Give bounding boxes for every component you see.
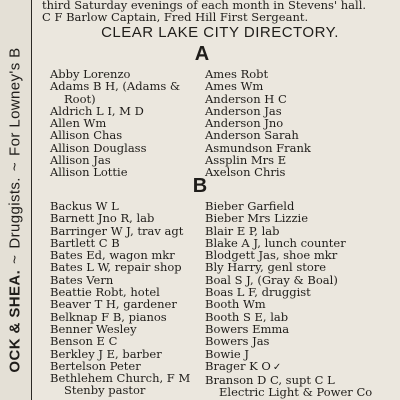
list-item: Berkley J E, barber xyxy=(50,346,162,361)
list-item: Allison Chas xyxy=(50,128,123,143)
list-item: Bly Harry, genl store xyxy=(205,260,327,275)
list-item: Barringer W J, trav agt xyxy=(50,223,184,238)
entry-name: Brager K O xyxy=(205,358,271,373)
list-item: Anderson Jas xyxy=(205,103,282,118)
list-item: Beattie Robt, hotel xyxy=(50,285,160,300)
list-item: Anderson Jno xyxy=(205,116,284,131)
list-item: Axelson Chris xyxy=(205,165,286,180)
list-item: Bates L W, repair shop xyxy=(50,260,182,275)
list-item: Belknap F B, pianos xyxy=(50,309,167,324)
list-item: Stenby pastor xyxy=(64,383,146,398)
check-mark-icon: ✓ xyxy=(272,361,282,373)
list-item: Bates Vern xyxy=(50,272,114,287)
list-item: Ames Wm xyxy=(205,79,264,94)
list-item: Assplin Mrs E xyxy=(205,153,287,168)
ad-separator: ~ xyxy=(6,254,24,264)
list-item: Ames Robt xyxy=(205,67,269,81)
list-item: Boas L F, druggist xyxy=(205,285,311,300)
list-item: Bowers Emma xyxy=(205,321,290,336)
list-item: Bates Ed, wagon mkr xyxy=(50,248,175,263)
list-item: Backus W L xyxy=(50,199,119,213)
list-item: Beaver T H, gardener xyxy=(50,297,177,312)
list-item: Asmundson Frank xyxy=(205,140,311,155)
list-item: Blake A J, lunch counter xyxy=(205,235,346,250)
list-item: Branson D C, supt C L xyxy=(205,373,335,388)
list-item: Bieber Mrs Lizzie xyxy=(205,211,309,226)
list-item: Benson E C xyxy=(50,334,118,349)
list-item: Benner Wesley xyxy=(50,321,137,336)
section-b-left-column xyxy=(50,200,190,397)
ad-separator: ~ xyxy=(6,161,24,172)
list-item: Bethlehem Church, F M xyxy=(50,371,191,386)
ad-brand: OCK & SHEA. xyxy=(6,269,24,373)
list-item: Bertelson Peter xyxy=(50,358,141,373)
ad-middle: Druggists. xyxy=(6,177,24,249)
ad-tail: For Lowney's B xyxy=(6,47,24,156)
header-line-1: third Saturday evenings of each month in Stevens' hall. xyxy=(42,0,367,12)
list-item: Boal S J, (Gray & Boal) xyxy=(205,272,338,287)
list-item: Bieber Garfield xyxy=(205,199,295,213)
list-item: Blair E P, lab xyxy=(205,223,280,238)
header-line-2: C F Barlow Captain, Fred Hill First Sergeant. xyxy=(42,10,309,24)
list-item: Adams B H, (Adams & xyxy=(50,79,181,94)
list-item: Blodgett Jas, shoe mkr xyxy=(205,248,338,263)
list-item: Barnett Jno R, lab xyxy=(50,211,155,226)
list-item: Bowers Jas xyxy=(205,334,270,349)
list-item: Allen Wm xyxy=(50,116,107,131)
list-item: Booth S E, lab xyxy=(205,309,289,324)
list-item: Abby Lorenzo xyxy=(50,67,131,81)
list-item: Allison Jas xyxy=(50,153,111,168)
section-a-left-column xyxy=(50,68,180,179)
section-b-right-column xyxy=(205,200,372,399)
side-advertisement-text xyxy=(7,47,24,372)
list-item: Bowie J xyxy=(205,346,249,361)
list-item: Bartlett C B xyxy=(50,235,120,250)
list-item: Aldrich L I, M D xyxy=(50,103,144,118)
list-item: Electric Light & Power Co xyxy=(219,385,373,400)
section-a-right-column xyxy=(205,68,311,179)
list-item: Booth Wm xyxy=(205,297,266,312)
directory-title: CLEAR LAKE CITY DIRECTORY. xyxy=(101,24,339,41)
section-letter-a: A xyxy=(194,43,210,65)
list-item: Allison Lottie xyxy=(50,165,128,180)
list-item: Anderson H C xyxy=(205,91,287,106)
list-item: Allison Douglass xyxy=(50,140,147,155)
side-advertisement-bar xyxy=(0,0,32,400)
list-item: Root) xyxy=(64,91,96,106)
list-item: Anderson Sarah xyxy=(205,128,299,143)
section-letter-b: B xyxy=(192,175,208,197)
list-item xyxy=(205,360,372,374)
